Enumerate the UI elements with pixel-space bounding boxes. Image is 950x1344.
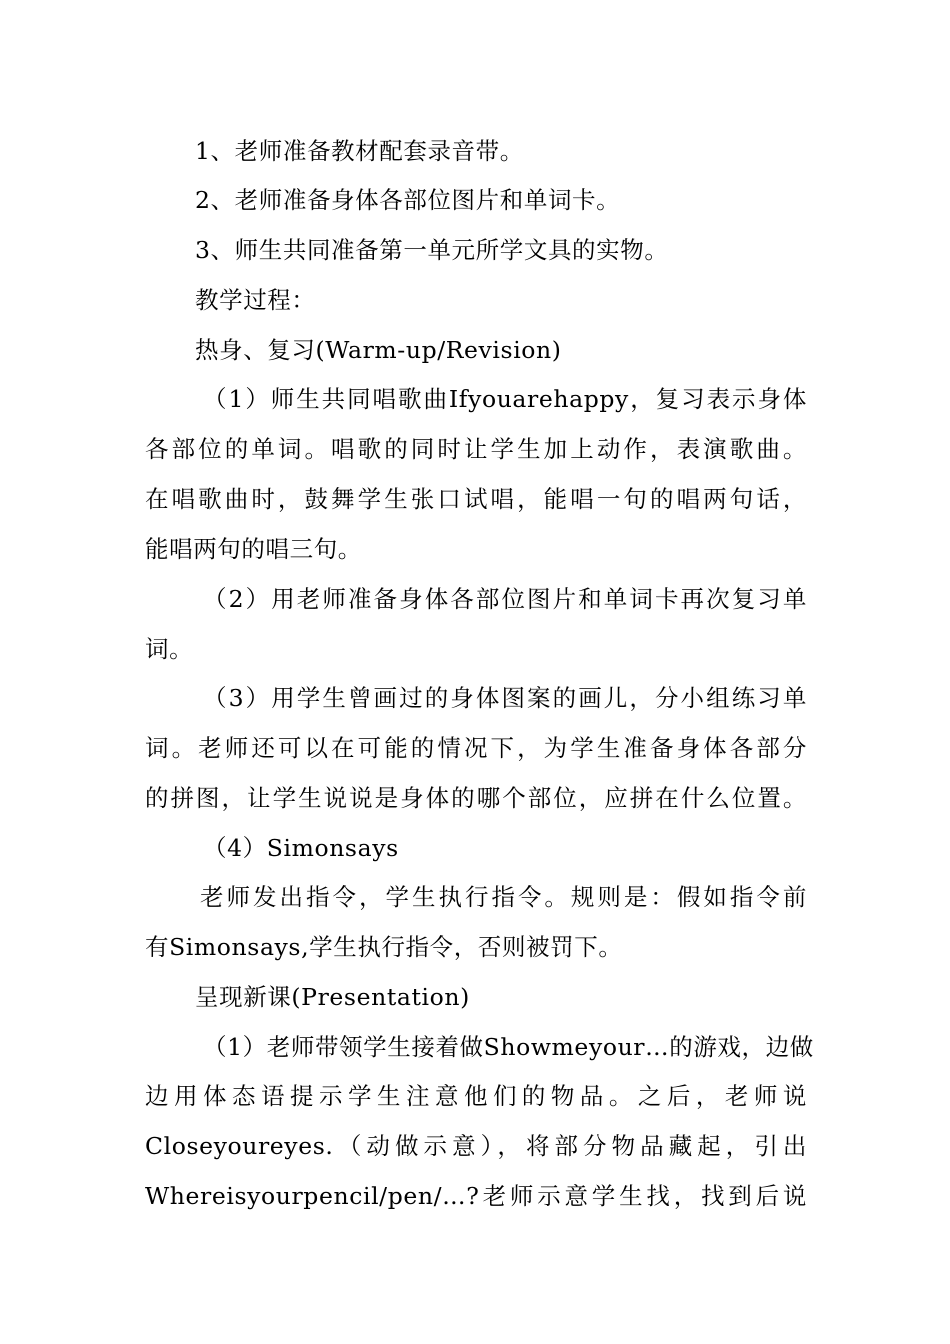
paragraph-line: Closeyoureyes.（动做示意），将部分物品藏起，引出 <box>145 1132 807 1160</box>
prep-item-3: 3、师生共同准备第一单元所学文具的实物。 <box>195 236 669 264</box>
paragraph-line: （3）用学生曾画过的身体图案的画儿，分小组练习单 <box>203 684 807 712</box>
paragraph-line: （1）师生共同唱歌曲Ifyouarehappy，复习表示身体 <box>203 385 807 413</box>
paragraph-line: 能唱两句的唱三句。 <box>145 535 362 563</box>
section-heading-presentation: 呈现新课(Presentation) <box>195 983 470 1011</box>
paragraph-line: （2）用老师准备身体各部位图片和单词卡再次复习单 <box>203 585 807 613</box>
paragraph-line: 各部位的单词。唱歌的同时让学生加上动作，表演歌曲。 <box>145 435 807 463</box>
paragraph-line: 边用体态语提示学生注意他们的物品。之后，老师说 <box>145 1082 807 1110</box>
paragraph-line: 词。老师还可以在可能的情况下，为学生准备身体各部分 <box>145 734 807 762</box>
paragraph-line: 在唱歌曲时，鼓舞学生张口试唱，能唱一句的唱两句话， <box>145 485 807 513</box>
activity-heading-simonsays: （4）Simonsays <box>203 834 399 862</box>
paragraph-line: Whereisyourpencil/pen/…?老师示意学生找，找到后说 <box>145 1182 807 1210</box>
prep-item-2: 2、老师准备身体各部位图片和单词卡。 <box>195 186 621 214</box>
paragraph-line: 的拼图，让学生说说是身体的哪个部位，应拼在什么位置。 <box>145 784 807 812</box>
paragraph-line: 有Simonsays,学生执行指令，否则被罚下。 <box>145 933 623 961</box>
paragraph-line: 老师发出指令，学生执行指令。规则是：假如指令前 <box>200 883 807 911</box>
section-heading-process: 教学过程： <box>195 286 316 314</box>
paragraph-line: 词。 <box>145 635 194 663</box>
prep-item-1: 1、老师准备教材配套录音带。 <box>195 137 524 165</box>
section-heading-warmup: 热身、复习(Warm-up/Revision) <box>195 336 562 364</box>
paragraph-line: （1）老师带领学生接着做Showmeyour…的游戏，边做 <box>203 1033 814 1061</box>
